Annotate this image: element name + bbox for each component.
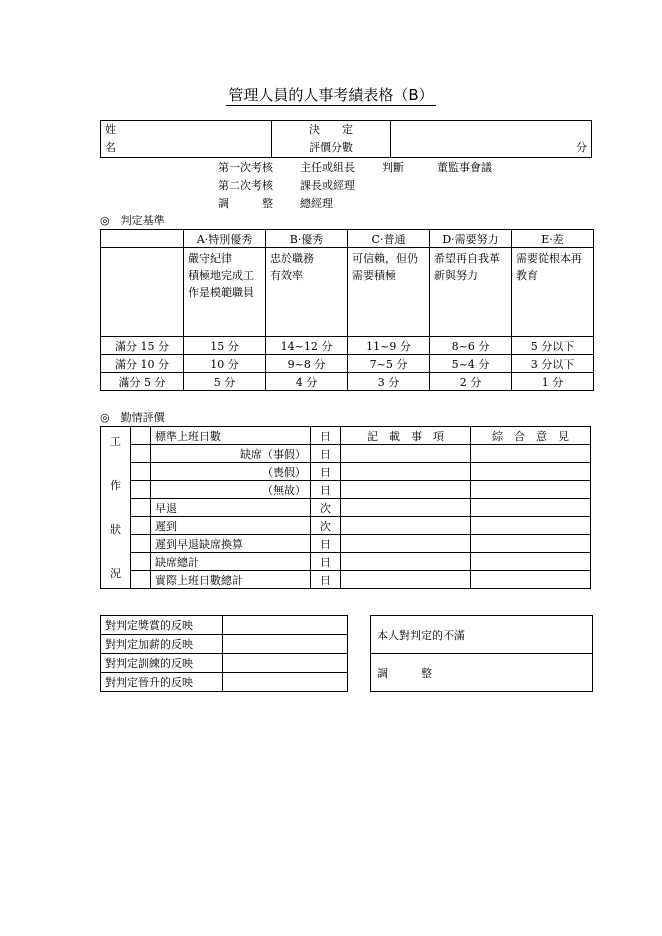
record-cell[interactable] [341, 481, 471, 499]
attendance-unit: 日 [311, 463, 341, 481]
criteria-section-title: ◎ 判定基準 [100, 214, 165, 227]
opinion-cell[interactable] [471, 535, 591, 553]
reactions-table [100, 615, 348, 692]
approval-row: 調 整 總經理 [218, 197, 333, 210]
approval-block [218, 159, 492, 213]
attendance-item: 實際上班日數總計 [151, 571, 311, 589]
attendance-unit: 日 [311, 535, 341, 553]
name-label-bottom: 名 [105, 141, 116, 154]
record-cell[interactable] [341, 571, 471, 589]
reaction-field[interactable] [223, 616, 348, 635]
opinion-cell[interactable] [471, 499, 591, 517]
criteria-table [100, 229, 594, 391]
name-label-top: 姓 [105, 123, 116, 136]
grade-header: A·特別優秀 [184, 230, 266, 248]
work-status-label: 工 作 狀 況 [101, 427, 131, 589]
attendance-unit: 日 [311, 571, 341, 589]
decision-score-label: 決 定 評價分數 [272, 121, 391, 158]
attendance-unit: 日 [311, 553, 341, 571]
grade-header: C·普通 [348, 230, 430, 248]
grade-description: 需要從根本再 教育 [512, 248, 594, 337]
reaction-label: 對判定獎賞的反映 [101, 616, 223, 635]
score-row: 滿分 15 分 15 分 14~12 分 11~9 分 8~6 分 5 分以下 [101, 337, 594, 355]
header-table [100, 120, 592, 158]
grade-description: 可信賴，但仍 需要積極 [348, 248, 430, 337]
attendance-item: 缺席總計 [151, 553, 311, 571]
opinion-header: 綜 合 意 見 [471, 427, 591, 445]
page-title: 管理人員的人事考績表格（B） [228, 86, 434, 104]
score-unit: 分 [576, 141, 587, 154]
attendance-unit: 次 [311, 517, 341, 535]
attendance-section-title: ◎ 勤情評價 [100, 411, 165, 424]
record-cell[interactable] [341, 445, 471, 463]
approval-row: 第一次考核 主任或組長 判斷 董監事會議 [218, 161, 492, 174]
reaction-label: 對判定加薪的反映 [101, 635, 223, 654]
opinion-cell[interactable] [471, 463, 591, 481]
attendance-item: 遲到 [151, 517, 311, 535]
attendance-item: 遲到早退缺席換算 [151, 535, 311, 553]
record-cell[interactable] [341, 553, 471, 571]
attendance-item: （喪假） [151, 463, 311, 481]
grade-description: 嚴守紀律 積極地完成工 作是模範職員 [184, 248, 266, 337]
approval-row: 第二次考核 課長或經理 [218, 179, 355, 192]
grade-description: 希望再自我革 新與努力 [430, 248, 512, 337]
record-cell[interactable] [341, 517, 471, 535]
reaction-field[interactable] [223, 635, 348, 654]
score-row: 滿分 5 分 5 分 4 分 3 分 2 分 1 分 [101, 373, 594, 391]
adjust-field[interactable]: 調 整 [371, 654, 593, 692]
reaction-label: 對判定訓練的反映 [101, 654, 223, 673]
reaction-field[interactable] [223, 673, 348, 692]
attendance-unit: 日 [311, 481, 341, 499]
attendance-unit: 次 [311, 499, 341, 517]
record-cell[interactable] [341, 535, 471, 553]
grade-description: 忠於職務 有效率 [266, 248, 348, 337]
opinion-cell[interactable] [471, 517, 591, 535]
reaction-field[interactable] [223, 654, 348, 673]
reaction-label: 對判定晉升的反映 [101, 673, 223, 692]
grade-header: B·優秀 [266, 230, 348, 248]
opinion-cell[interactable] [471, 571, 591, 589]
record-cell[interactable] [341, 463, 471, 481]
record-cell[interactable] [341, 499, 471, 517]
attendance-item: （無故） [151, 481, 311, 499]
attendance-table [100, 426, 591, 589]
attendance-item: 缺席（事假） [151, 445, 311, 463]
opinion-cell[interactable] [471, 553, 591, 571]
records-header: 記 載 事 項 [341, 427, 471, 445]
opinion-cell[interactable] [471, 445, 591, 463]
dissatisfaction-table [370, 615, 593, 692]
grade-header: E·差 [512, 230, 594, 248]
attendance-item: 早退 [151, 499, 311, 517]
attendance-item: 標準上班日數 [151, 427, 311, 445]
score-row: 滿分 10 分 10 分 9~8 分 7~5 分 5~4 分 3 分以下 [101, 355, 594, 373]
name-cell[interactable] [101, 121, 272, 158]
dissatisfaction-field[interactable]: 本人對判定的不滿 [371, 616, 593, 654]
attendance-unit: 日 [311, 427, 341, 445]
grade-header: D·需要努力 [430, 230, 512, 248]
attendance-unit: 日 [311, 445, 341, 463]
score-field[interactable] [391, 121, 592, 158]
opinion-cell[interactable] [471, 481, 591, 499]
